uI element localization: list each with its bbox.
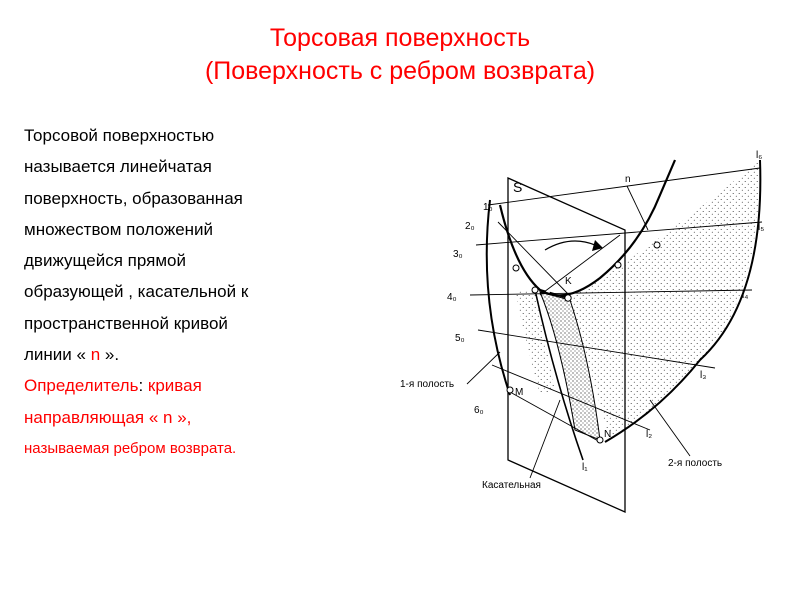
text-line: называется линейчатая [24, 157, 212, 177]
point [513, 265, 519, 271]
curve-n-label: n [625, 174, 631, 185]
text-line: Торсовой поверхностью [24, 126, 215, 145]
ruling-label-right: l₆ [756, 150, 763, 161]
text-line: движущейся прямой [24, 251, 186, 271]
point [615, 262, 621, 268]
ruling-label-left: 1₀ [483, 202, 493, 213]
point-n-label: N [604, 429, 612, 440]
point-m-label: M [515, 387, 524, 398]
text-line: образующей , касательной к [24, 282, 249, 302]
tangent-label: Касательная [482, 480, 541, 491]
second-cavity-label: 2-я полость [668, 458, 723, 469]
determinant-label: Определитель [24, 376, 139, 396]
plane-s-label: S [513, 179, 523, 195]
torse-surface-figure [380, 140, 780, 520]
text-line-n [24, 339, 329, 370]
text-line: пространственной кривой [24, 313, 228, 333]
title-line-2: (Поверхность с ребром возврата) [204, 57, 596, 85]
curve-n-label: n [90, 345, 101, 365]
point-k [565, 295, 571, 301]
slide-title [0, 22, 800, 88]
ruling-label-right: l₁ [582, 462, 588, 473]
point-n [597, 437, 603, 443]
point-m [507, 387, 513, 393]
title-line-1: Торсовая поверхность [269, 24, 531, 52]
ruling-label-left: 4₀ [447, 292, 457, 303]
ruling-label-right: l₅ [758, 222, 765, 233]
determinant-line-2: направляющая « n », [24, 407, 192, 427]
point [654, 242, 660, 248]
ruling-label-right: l₂ [646, 429, 653, 440]
ruling-label-left: 3₀ [453, 249, 463, 260]
text-fragment: линии « [24, 345, 91, 365]
determinant-line [24, 370, 329, 401]
point [532, 287, 538, 293]
determinant-text: кривая [143, 376, 202, 396]
first-cavity-label: 1-я полость [400, 379, 455, 390]
text-line: множеством положений [24, 219, 214, 239]
ruling-label-right: l₃ [700, 370, 707, 381]
ruling-label-left: 6₀ [474, 405, 484, 416]
determinant-line-3: называемая ребром возврата. [24, 439, 237, 457]
ruling-label-left: 5₀ [455, 333, 465, 344]
definition-text [24, 120, 329, 464]
ruling-label-left: 2₀ [465, 221, 475, 232]
motion-arrow [545, 241, 595, 250]
text-line: поверхность, образованная [24, 188, 243, 208]
text-fragment: ». [100, 345, 120, 365]
determinant-colon: : [138, 376, 144, 396]
ruling-label-right: l₄ [742, 290, 749, 301]
point-k-label: K [565, 276, 572, 287]
